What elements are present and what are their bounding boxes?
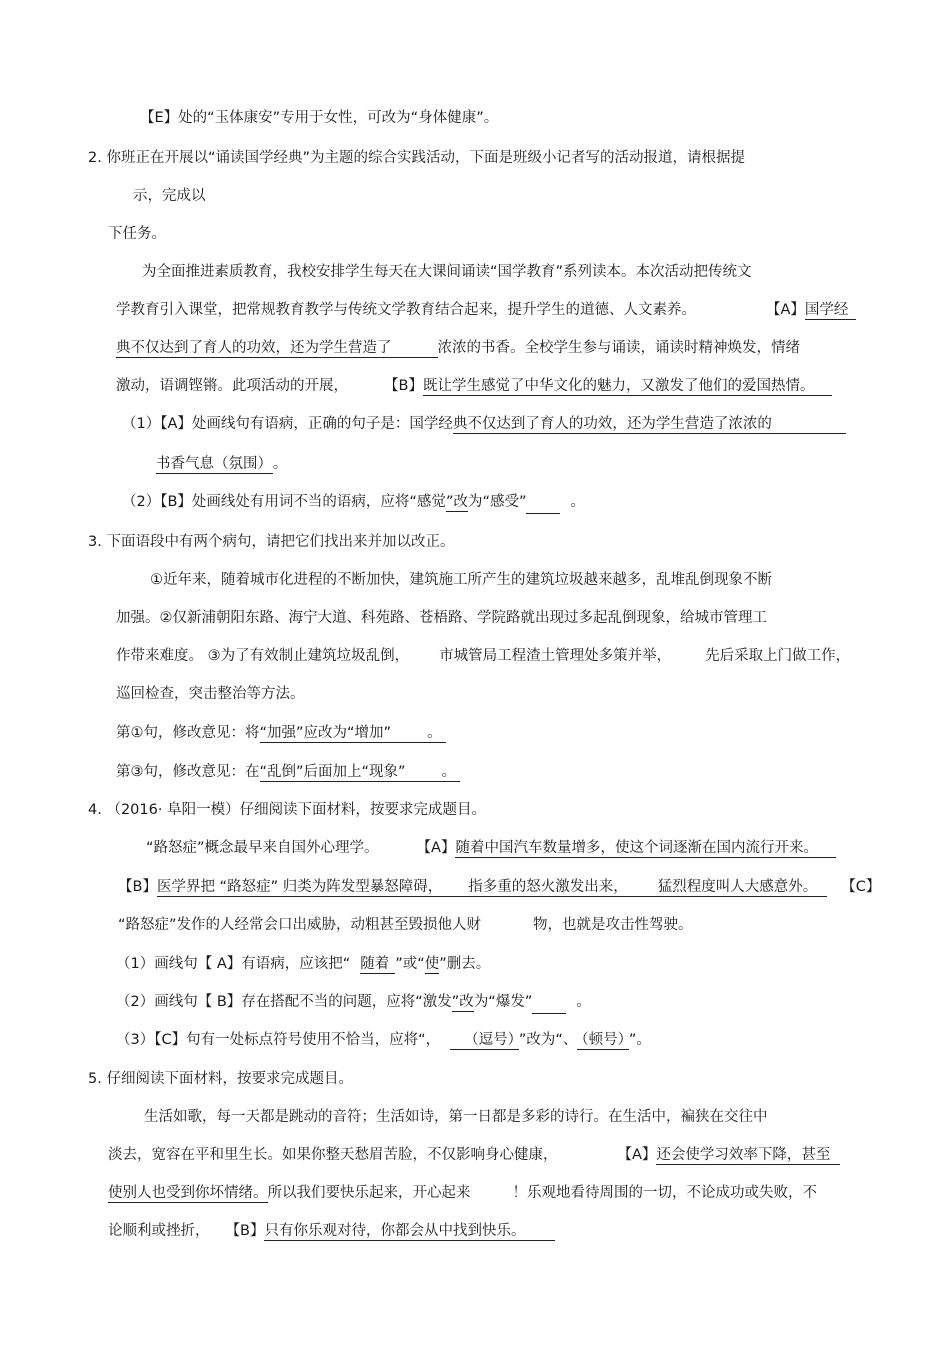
underline-b: 既让学生感觉了中华文化的魅力，又激发了他们的爱国热情。 — [423, 378, 833, 396]
passage-line: 激动，语调铿锵。此项活动的开展， 【B】既让学生感觉了中华文化的魅力，又激发了他们的爱国热情。 — [116, 376, 832, 396]
passage-line: “路怒症”概念最早来自国外心理学。 【A】随着中国汽车数量增多，使这个词逐渐在国内流行开来。 — [146, 838, 836, 858]
question-5-stem: 5. 仔细阅读下面材料，按要求完成题目。 — [88, 1071, 353, 1087]
answer-2-1-cont: 书香气息（氛围） 。 — [156, 456, 288, 472]
answer-3-1: 第①句，修改意见：将“加强”应改为“增加” 。 — [116, 723, 446, 743]
question-2-stem-cont: 下任务。 — [108, 226, 166, 242]
answer-3-2: 第③句，修改意见：在“乱倒”后面加上“现象” 。 — [116, 762, 460, 782]
passage-line: 为全面推进素质教育，我校安排学生每天在大课间诵读“国学教育”系列读本。本次活动把传统文 — [142, 264, 752, 280]
underline-a: 典不仅达到了育人的功效，还为学生营造了 — [116, 340, 438, 358]
passage-line: 典不仅达到了育人的功效，还为学生营造了 浓浓的书香。全校学生参与诵读，诵读时精神焕发，情绪 — [116, 340, 800, 356]
underline-a: 国学经 — [805, 302, 857, 320]
passage-line: 生活如歌，每一天都是跳动的音符；生活如诗，第一日都是多彩的诗行。在生活中，褊狭在交往中 — [144, 1109, 768, 1125]
passage-line: 淡去，宽容在平和里生长。如果你整天愁眉苦脸，不仅影响身心健康， 【A】还会使学习效率下降，甚至 — [108, 1145, 840, 1165]
answer-e: 【E】处的“玉体康安”专用于女性，可改为“身体健康”。 — [140, 110, 499, 126]
answer-4-1: （1）画线句【 A】有语病，应该把“ 随着 ”或“使”删去。 — [116, 956, 491, 972]
answer-2-2: （2）【B】处画线处有用词不当的语病，应将“感觉”改为“感受” 。 — [122, 492, 585, 514]
underline-b: 只有你乐观对待，你都会从中找到快乐。 — [264, 1223, 555, 1241]
answer-4-2: （2）画线句【 B】存在搭配不当的问题，应将“激发”改为“爆发” 。 — [116, 992, 591, 1014]
passage-line: ①近年来，随着城市化进程的不断加快，建筑施工所产生的建筑垃圾越来越多，乱堆乱倒现象不断 — [150, 572, 772, 588]
underline-a: 随着中国汽车数量增多，使这个词逐渐在国内流行开来。 — [455, 840, 836, 858]
passage-line: 作带来难度。 ③为了有效制止建筑垃圾乱倒， 市城管局工程渣土管理处多策并举， 先后采取上门做工作， — [116, 648, 851, 664]
passage-line: 论顺利或挫折， 【B】只有你乐观对待，你都会从中找到快乐。 — [108, 1221, 555, 1241]
underline-a: 还会使学习效率下降，甚至 — [656, 1147, 840, 1165]
passage-line: 巡回检查，突击整治等方法。 — [116, 686, 305, 702]
passage-line: 【B】医学界把 “路怒症” 归类为阵发型暴怒障碍， 指多重的怒火激发出来， 猛烈程度叫人大感意外。 【C】 — [118, 879, 881, 895]
question-3-stem: 3. 下面语段中有两个病句，请把它们找出来并加以改正。 — [88, 534, 455, 550]
question-4-stem: 4. （2016· 阜阳一模）仔细阅读下面材料，按要求完成题目。 — [88, 802, 487, 818]
answer-4-3: （3）【C】句有一处标点符号使用不恰当，应将“， （逗号） ”改为“、 （顿号） ”。 — [116, 1032, 651, 1048]
question-2-stem: 2. 你班正在开展以“诵读国学经典”为主题的综合实践活动，下面是班级小记者写的活动报道，请根据提 — [88, 150, 745, 166]
underline-b: 医学界把 “路怒症” 归类为阵发型暴怒障碍， — [157, 879, 468, 897]
answer-2-1: （1）【A】处画线句有语病，正确的句子是：国学经典不仅达到了育人的功效，还为学生营造了浓浓的 — [122, 414, 846, 434]
passage-line: 学教育引入课堂，把常规教育教学与传统文学教育结合起来，提升学生的道德、人文素养。 【A】国学经 — [116, 300, 856, 320]
underline-a: 使别人也受到你坏情绪。 — [108, 1185, 268, 1201]
passage-line: 加强。②仅新浦朝阳东路、海宁大道、科苑路、苍梧路、学院路就出现过多起乱倒现象，给城市管理工 — [116, 610, 767, 626]
question-2-stem-cont: 示，完成以 — [133, 188, 206, 204]
passage-line: 使别人也受到你坏情绪。所以我们要快乐起来，开心起来 ！乐观地看待周围的一切，不论成功或失败，不 — [108, 1185, 817, 1201]
passage-line: “路怒症”发作的人经常会口出威胁，动粗甚至毁损他人财 物，也就是攻击性驾驶。 — [118, 917, 693, 933]
